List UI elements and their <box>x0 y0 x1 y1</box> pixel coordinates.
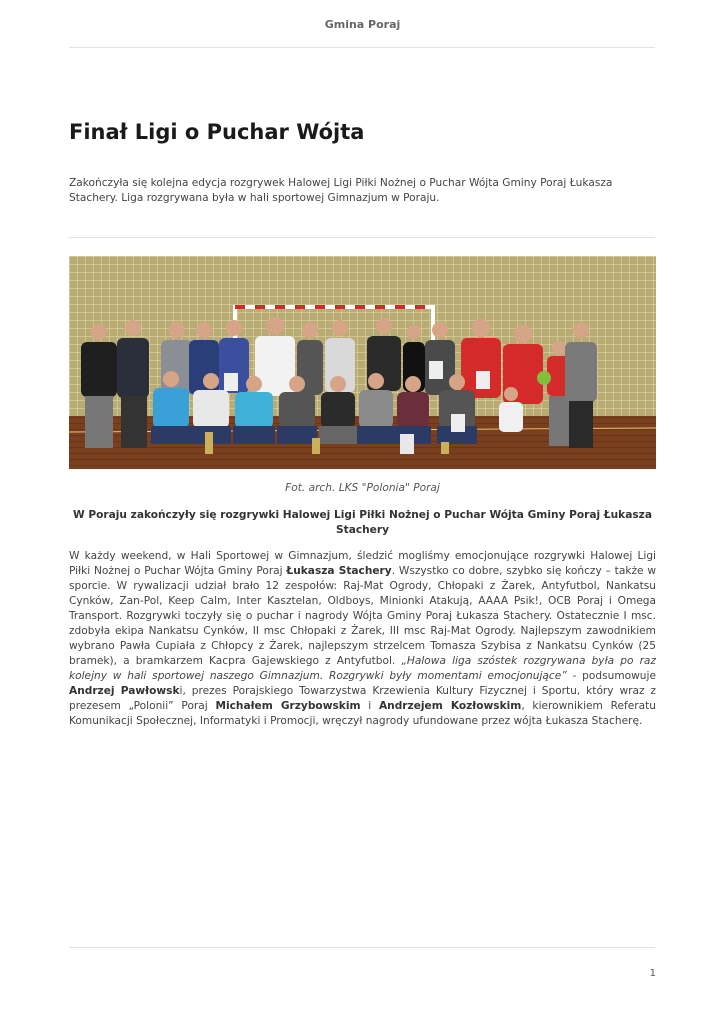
intro-divider <box>69 237 655 238</box>
article-subheading: W Poraju zakończyły się rozgrywki Halowej Ligi Piłki Nożnej o Puchar Wójta Gminy Poraj Łukasza Stachery <box>73 509 652 536</box>
article-title: Finał Ligi o Puchar Wójta <box>69 120 365 144</box>
footer-divider <box>69 947 655 948</box>
person-name-bold: Łukasza Stachery <box>286 565 392 577</box>
body-text-part: i, prezes Porajskiego Towarzystwa Krzewienia Kultury Fizycznej i Sportu, który wraz z prezesem „Polonii” Poraj <box>69 685 656 712</box>
site-header: Gmina Poraj <box>324 18 401 31</box>
body-text-part: i <box>360 700 379 712</box>
header-divider <box>69 47 655 48</box>
body-text-part: W każdy weekend, w Hali Sportowej w Gimnazjum, śledzić mogliśmy emocjonujące rozgrywki Halowej Ligi Piłki Nożnej o Puchar Wójta Gminy Poraj <box>69 550 656 577</box>
photo-caption: Fot. arch. LKS "Polonia" Poraj <box>285 482 440 494</box>
body-text-part: , kierownikiem Referatu Komunikacji Społecznej, Informatyki i Promocji, wręczył nagrody ufundowane przez wójta Łukasza Stacherę. <box>69 700 656 727</box>
person-name-bold: Andrzej Pawłowsk <box>69 685 180 697</box>
article-intro: Zakończyła się kolejna edycja rozgrywek Halowej Ligi Piłki Nożnej o Puchar Wójta Gminy Poraj Łukasza Stachery. Liga rozgrywana była w hali sportowej Gimnazjum w Poraju. <box>69 177 613 204</box>
person-name-bold: Andrzejem Kozłowskim <box>378 700 522 712</box>
page-number: 1 <box>649 968 656 979</box>
article-body <box>69 549 656 729</box>
quote-text: „Halowa liga szóstek rozgrywana była po raz kolejny w hali sportowej naszego Gimnazjum. Rozgrywki były momentami emocjonujące” <box>69 655 656 682</box>
team-photo <box>69 256 656 469</box>
body-text-part: . Wszystko co dobre, szybko się kończy – także w sporcie. W rywalizacji udział brało 12 zespołów: Raj-Mat Ogrody, Chłopaki z Żarek, Antyfutbol, Nankatsu Cynków, Zan-Pol, Keep Calm, Inter Kasztelan, Oldboys, Minionki Atakują, AAAA Psik!, OCB Poraj i Omega Transport. Rozgrywki toczyły się o puchar i nagrody Wójta Gminy Poraj Łukasza Stachery. Ostatecznie I msc. zdobyła ekipa Nankatsu Cynków, II msc Chłopaki z Żarek, III msc Raj-Mat Ogrody. Najlepszym zawodnikiem wybrano Pawła Cupiała z Chłopcy z Żarek, najlepszym strzelcem Tomasza Szybisa z Nankatsu Cynków (25 bramek), a bramkarzem Kacpra Gajewskiego z Antyfutbol. <box>69 565 656 667</box>
person-name-bold: Michałem Grzybowskim <box>215 700 361 712</box>
body-text-part: - podsumowuje <box>566 670 656 682</box>
